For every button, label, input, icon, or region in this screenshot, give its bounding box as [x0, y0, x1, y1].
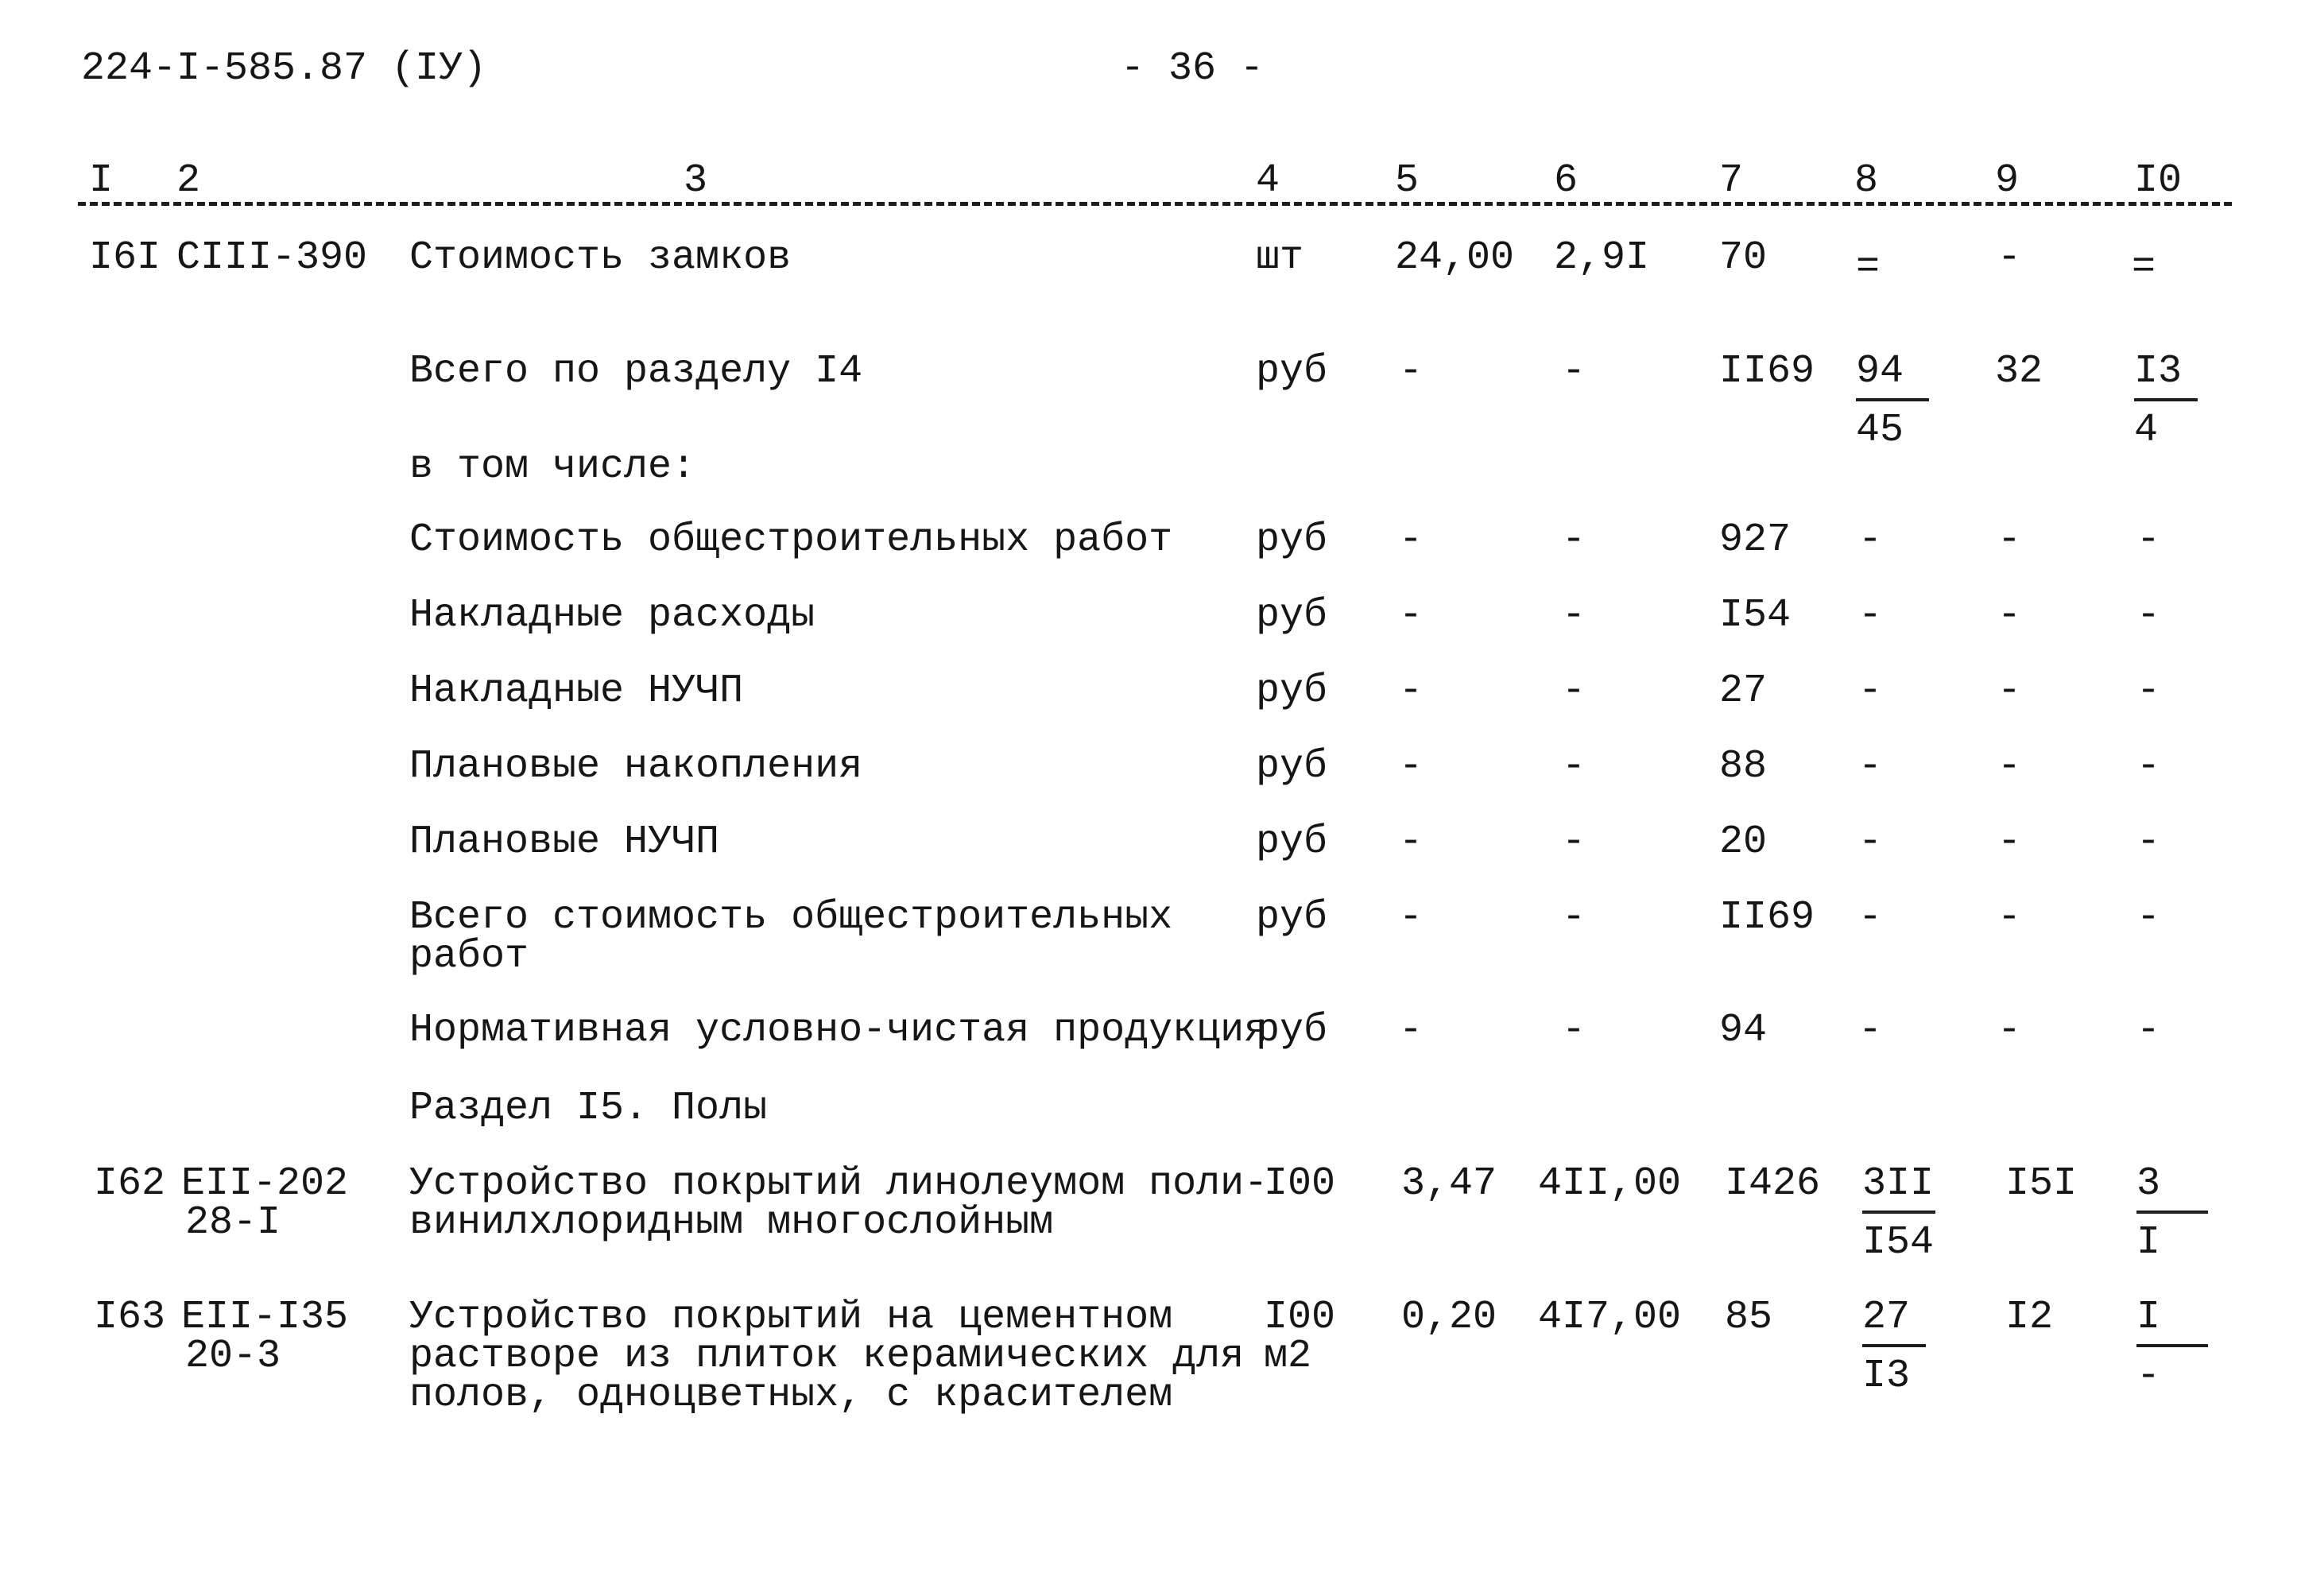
row-c8: = [1856, 245, 1881, 290]
row-c9: - [1997, 1008, 2022, 1053]
row-c10-fraction [2136, 1295, 2224, 1399]
row-c10: = [2132, 245, 2156, 290]
row-c6: 4II,00 [1538, 1161, 1682, 1207]
row-c6: - [1562, 895, 1586, 940]
row-c9: 32 [1995, 349, 2043, 394]
subheading: в том числе: [409, 444, 696, 490]
row-c9: - [1997, 593, 2022, 638]
row-c7: II69 [1719, 349, 1815, 394]
row-c6: - [1562, 819, 1586, 865]
row-name: Накладные расходы [409, 593, 815, 638]
row-c5: 0,20 [1401, 1295, 1497, 1340]
fraction-top: I3 [2134, 352, 2198, 401]
row-c5: - [1399, 668, 1424, 714]
row-c10: - [2136, 593, 2161, 638]
row-c9: - [1997, 819, 2022, 865]
row-name-line: Всего стоимость общестроительных [409, 895, 1173, 940]
row-c8: - [1858, 1008, 1883, 1053]
col-header: 8 [1854, 158, 1879, 203]
row-unit: руб [1256, 593, 1328, 638]
row-c8-fraction [1856, 349, 1943, 453]
page-number: - 36 - [1121, 46, 1265, 91]
row-c8: - [1858, 744, 1883, 789]
row-c7: 70 [1719, 235, 1768, 281]
row-c7: 27 [1719, 668, 1768, 714]
row-name-line: растворе из плиток керамических для [409, 1334, 1245, 1379]
row-c8-fraction [1862, 1161, 1950, 1265]
row-c5: - [1399, 744, 1424, 789]
row-unit: руб [1256, 517, 1328, 563]
row-num: I63 [94, 1295, 166, 1340]
row-c10-fraction [2134, 349, 2222, 453]
row-c8: - [1858, 895, 1883, 940]
row-name-line: Устройство покрытий на цементном [409, 1295, 1173, 1340]
row-unit: руб [1256, 744, 1328, 789]
row-c9: - [1997, 235, 2022, 281]
row-name: Всего по разделу I4 [409, 349, 863, 394]
row-unit [1264, 1295, 1336, 1379]
row-c5: 24,00 [1395, 235, 1515, 281]
row-c6: - [1562, 1008, 1586, 1053]
row-c10: - [2136, 668, 2161, 714]
row-c9: - [1997, 517, 2022, 563]
row-c7: 94 [1719, 1008, 1768, 1053]
row-code-line: 20-3 [185, 1334, 281, 1379]
col-header: 3 [684, 158, 708, 203]
fraction-top: 3 [2136, 1164, 2208, 1214]
row-c10: - [2136, 517, 2161, 563]
col-header: 9 [1995, 158, 2020, 203]
row-num: I6I [89, 235, 161, 281]
row-c5: - [1399, 349, 1424, 394]
row-c6: - [1562, 593, 1586, 638]
row-c5: - [1399, 517, 1424, 563]
row-c10: - [2136, 1008, 2161, 1053]
row-unit: руб [1256, 668, 1328, 714]
fraction-top: I [2136, 1298, 2208, 1347]
fraction-bottom: 4 [2134, 408, 2159, 453]
row-c6: - [1562, 744, 1586, 789]
row-c9: - [1997, 895, 2022, 940]
row-c7: II69 [1719, 895, 1815, 940]
fraction-bottom: I3 [1862, 1354, 1911, 1399]
row-code [181, 1161, 349, 1245]
row-c5: - [1399, 819, 1424, 865]
fraction-top: 94 [1856, 352, 1929, 401]
row-unit: руб [1256, 895, 1328, 940]
row-name: Стоимость общестроительных работ [409, 517, 1173, 563]
doc-code: 224-I-585.87 (IУ) [81, 46, 487, 91]
row-name: Накладные НУЧП [409, 668, 744, 714]
row-c5: - [1399, 593, 1424, 638]
row-c8: - [1858, 668, 1883, 714]
col-header: I [89, 158, 114, 203]
row-name-line: винилхлоридным многослойным [409, 1200, 1054, 1245]
header-rule [78, 202, 2232, 206]
row-c7: I54 [1719, 593, 1792, 638]
row-c10: - [2136, 895, 2161, 940]
col-header: 6 [1554, 158, 1579, 203]
row-name: Плановые НУЧП [409, 819, 720, 865]
row-c5: - [1399, 1008, 1424, 1053]
row-code [181, 1295, 349, 1379]
row-unit: I00 [1264, 1161, 1336, 1207]
col-header: 5 [1395, 158, 1420, 203]
row-c7: I426 [1725, 1161, 1821, 1207]
row-c8: - [1858, 819, 1883, 865]
row-name: Стоимость замков [409, 235, 792, 281]
row-unit-line: I00 [1264, 1295, 1336, 1340]
row-name [409, 895, 1173, 979]
row-c5: - [1399, 895, 1424, 940]
fraction-bottom: I [2136, 1220, 2161, 1265]
row-name-line: полов, одноцветных, с красителем [409, 1373, 1173, 1418]
row-c6: 2,9I [1554, 235, 1650, 281]
row-unit: руб [1256, 819, 1328, 865]
row-name: Плановые накопления [409, 744, 863, 789]
row-c6: 4I7,00 [1538, 1295, 1682, 1340]
row-c9: I5I [2005, 1161, 2078, 1207]
row-name-line: работ [409, 934, 529, 979]
row-c9: I2 [2005, 1295, 2054, 1340]
row-c10-fraction [2136, 1161, 2224, 1265]
section-heading: Раздел I5. Полы [409, 1086, 768, 1131]
row-c5: 3,47 [1401, 1161, 1497, 1207]
row-c8-fraction [1862, 1295, 1950, 1399]
row-code: CIII-390 [176, 235, 368, 281]
row-c8: - [1858, 593, 1883, 638]
row-unit: руб [1256, 1008, 1328, 1053]
row-c7: 85 [1725, 1295, 1773, 1340]
col-header: 2 [176, 158, 201, 203]
row-c8: - [1858, 517, 1883, 563]
row-unit: руб [1256, 349, 1328, 394]
row-c6: - [1562, 349, 1586, 394]
fraction-bottom: 45 [1856, 408, 1904, 453]
row-unit: шт [1256, 235, 1304, 281]
row-c9: - [1997, 668, 2022, 714]
row-c7: 927 [1719, 517, 1792, 563]
row-c7: 20 [1719, 819, 1768, 865]
row-c6: - [1562, 668, 1586, 714]
row-code-line: EII-I35 [181, 1295, 349, 1340]
row-c7: 88 [1719, 744, 1768, 789]
fraction-bottom: - [2136, 1354, 2161, 1399]
row-unit-line: м2 [1264, 1334, 1312, 1379]
row-c10: - [2136, 744, 2161, 789]
row-name-line: Устройство покрытий линолеумом поли- [409, 1161, 1269, 1207]
row-c9: - [1997, 744, 2022, 789]
row-c6: - [1562, 517, 1586, 563]
row-num: I62 [94, 1161, 166, 1207]
col-header: 7 [1719, 158, 1744, 203]
col-header: I0 [2134, 158, 2183, 203]
fraction-top: 27 [1862, 1298, 1926, 1347]
row-name: Нормативная условно-чистая продукция [409, 1008, 1269, 1053]
row-code-line: 28-I [185, 1200, 281, 1245]
fraction-top: 3II [1862, 1164, 1935, 1214]
row-name [409, 1295, 1245, 1418]
fraction-bottom: I54 [1862, 1220, 1935, 1265]
col-header: 4 [1256, 158, 1280, 203]
row-c10: - [2136, 819, 2161, 865]
row-code-line: EII-202 [181, 1161, 349, 1207]
row-name [409, 1161, 1269, 1245]
